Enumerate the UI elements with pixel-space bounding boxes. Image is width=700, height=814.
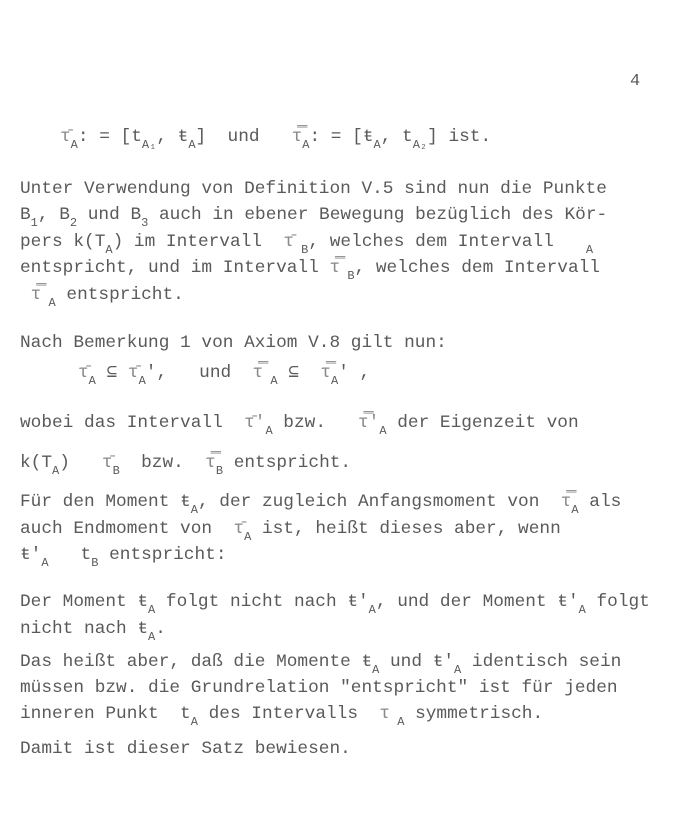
text-segment: , der zugleich Anfangsmoment von — [197, 492, 561, 512]
text-segment: k(T — [20, 453, 53, 473]
subscript: B — [340, 269, 355, 283]
subscript: A — [70, 138, 78, 152]
subscript: B — [91, 556, 99, 570]
subscript: A — [105, 243, 113, 257]
text-segment: . — [155, 619, 166, 639]
subscript: A — [390, 715, 405, 729]
interval-symbol: τ̿ — [30, 285, 42, 305]
text-segment: ⊆ — [95, 363, 128, 383]
text-segment: wobei das Intervall — [20, 413, 245, 433]
subscript: A — [244, 530, 252, 544]
subscript: B — [112, 464, 120, 478]
text-segment: als — [578, 492, 622, 512]
subscript: A — [368, 603, 376, 617]
subscript: A — [265, 424, 273, 438]
text-segment: entspricht. — [55, 285, 184, 305]
interval-symbol: τ̿ — [320, 363, 331, 383]
text-segment: müssen bzw. die Grundrelation "entspricht" ist für jeden — [20, 678, 618, 698]
interval-symbol: τ̿ — [252, 363, 264, 383]
text-segment: B — [20, 205, 31, 225]
subscript: A — [372, 663, 380, 677]
subscript: A — [148, 630, 156, 644]
text-segment: des Intervalls — [197, 704, 380, 724]
interval-symbol: τ̿ — [560, 492, 572, 512]
subscript: B — [293, 243, 309, 257]
subscript: A — [41, 296, 56, 310]
text-segment: , t — [380, 127, 413, 147]
text-line — [20, 231, 594, 257]
subscript: A — [88, 374, 96, 388]
text-segment: ', und — [145, 363, 253, 383]
text-line — [20, 491, 622, 517]
subscript: A — [41, 556, 49, 570]
text-segment — [20, 285, 31, 305]
text-segment: Nach Bemerkung 1 von Axiom V.8 gilt nun: — [20, 333, 447, 353]
subscript: A — [585, 243, 594, 257]
text-line — [20, 332, 447, 354]
text-segment: und ŧ' — [379, 652, 455, 672]
text-line — [20, 178, 607, 200]
text-line — [20, 284, 184, 310]
text-segment: folgt nicht nach ŧ' — [155, 592, 369, 612]
subscript: A — [373, 138, 381, 152]
subscript: A — [578, 603, 586, 617]
interval-symbol: τ̄ — [78, 363, 89, 383]
text-segment: t — [48, 545, 92, 565]
interval-symbol: τ — [379, 704, 391, 724]
interval-symbol: τ̿ — [205, 453, 216, 473]
text-segment: : = [t — [77, 127, 142, 147]
text-line — [20, 651, 622, 677]
page-number: 4 — [630, 72, 641, 91]
text-line — [20, 591, 650, 617]
text-segment: ] und — [195, 127, 292, 147]
formula-line — [78, 362, 371, 388]
text-line — [20, 677, 618, 699]
text-segment: : = [ŧ — [309, 127, 374, 147]
text-segment: entspricht: — [98, 545, 227, 565]
text-segment: , und der Moment ŧ' — [375, 592, 579, 612]
subscript: A — [148, 603, 156, 617]
text-segment: identisch sein — [461, 652, 622, 672]
subscript: A₂ — [412, 138, 428, 152]
text-segment: auch in ebener Bewegung bezüglich des Kör- — [148, 205, 608, 225]
interval-symbol: τ̄ — [233, 519, 245, 539]
text-line — [20, 412, 579, 438]
interval-symbol: τ̄ — [101, 453, 113, 473]
text-segment: entspricht. — [223, 453, 352, 473]
text-line — [20, 738, 351, 760]
subscript: 1 — [30, 216, 38, 230]
text-segment: pers k(T — [20, 232, 106, 252]
subscript: A — [190, 503, 198, 517]
text-segment: , ŧ — [156, 127, 189, 147]
text-segment: ist, heißt dieses aber, wenn — [251, 519, 561, 539]
text-line — [20, 257, 600, 283]
text-segment: auch Endmoment von — [20, 519, 234, 539]
subscript: A — [263, 374, 278, 388]
subscript: A — [52, 464, 60, 478]
subscript: A₁ — [141, 138, 157, 152]
text-segment: ŧ' — [20, 545, 42, 565]
text-segment: bzw. — [272, 413, 359, 433]
text-segment: der Eigenzeit von — [386, 413, 579, 433]
text-segment: folgt — [585, 592, 650, 612]
subscript: A — [330, 374, 339, 388]
text-segment: Das heißt aber, daß die Momente ŧ — [20, 652, 373, 672]
text-segment: , welches dem Intervall — [354, 258, 600, 278]
subscript: B — [215, 464, 224, 478]
text-line — [20, 618, 166, 644]
text-segment: Unter Verwendung von Definition V.5 sind nun die Punkte — [20, 179, 607, 199]
formula-line — [60, 126, 492, 152]
subscript: A — [302, 138, 310, 152]
interval-symbol: τ̿ — [329, 258, 341, 278]
text-segment: ) — [59, 453, 102, 473]
subscript: A — [454, 663, 462, 677]
text-segment: ) im Intervall — [112, 232, 284, 252]
text-segment: ' , — [338, 363, 371, 383]
subscript: A — [571, 503, 579, 517]
text-segment: ] ist. — [427, 127, 492, 147]
text-segment: , B — [37, 205, 70, 225]
interval-symbol: τ̄ — [283, 232, 294, 252]
interval-symbol: τ̿' — [358, 413, 380, 433]
interval-symbol: τ̄ — [60, 127, 71, 147]
text-segment: und B — [77, 205, 142, 225]
text-segment: bzw. — [119, 453, 206, 473]
text-segment: inneren Punkt t — [20, 704, 191, 724]
text-line — [20, 204, 608, 230]
interval-symbol: τ̄' — [244, 413, 266, 433]
subscript: A — [379, 424, 387, 438]
text-segment: ⊆ — [277, 363, 321, 383]
subscript: A — [190, 715, 198, 729]
text-line — [20, 518, 561, 544]
text-line — [20, 703, 544, 729]
text-segment: , welches dem Intervall — [308, 232, 586, 252]
text-segment: Der Moment ŧ — [20, 592, 149, 612]
text-segment: Für den Moment ŧ — [20, 492, 191, 512]
subscript: 3 — [141, 216, 149, 230]
subscript: 2 — [69, 216, 78, 230]
text-line — [20, 452, 352, 478]
text-segment: Damit ist dieser Satz bewiesen. — [20, 739, 351, 759]
text-line — [20, 544, 227, 570]
subscript: A — [188, 138, 196, 152]
interval-symbol: τ̿ — [291, 127, 303, 147]
text-segment: symmetrisch. — [404, 704, 544, 724]
interval-symbol: τ̄ — [127, 363, 139, 383]
text-segment: entspricht, und im Intervall — [20, 258, 330, 278]
text-segment: nicht nach ŧ — [20, 619, 149, 639]
subscript: A — [138, 374, 146, 388]
